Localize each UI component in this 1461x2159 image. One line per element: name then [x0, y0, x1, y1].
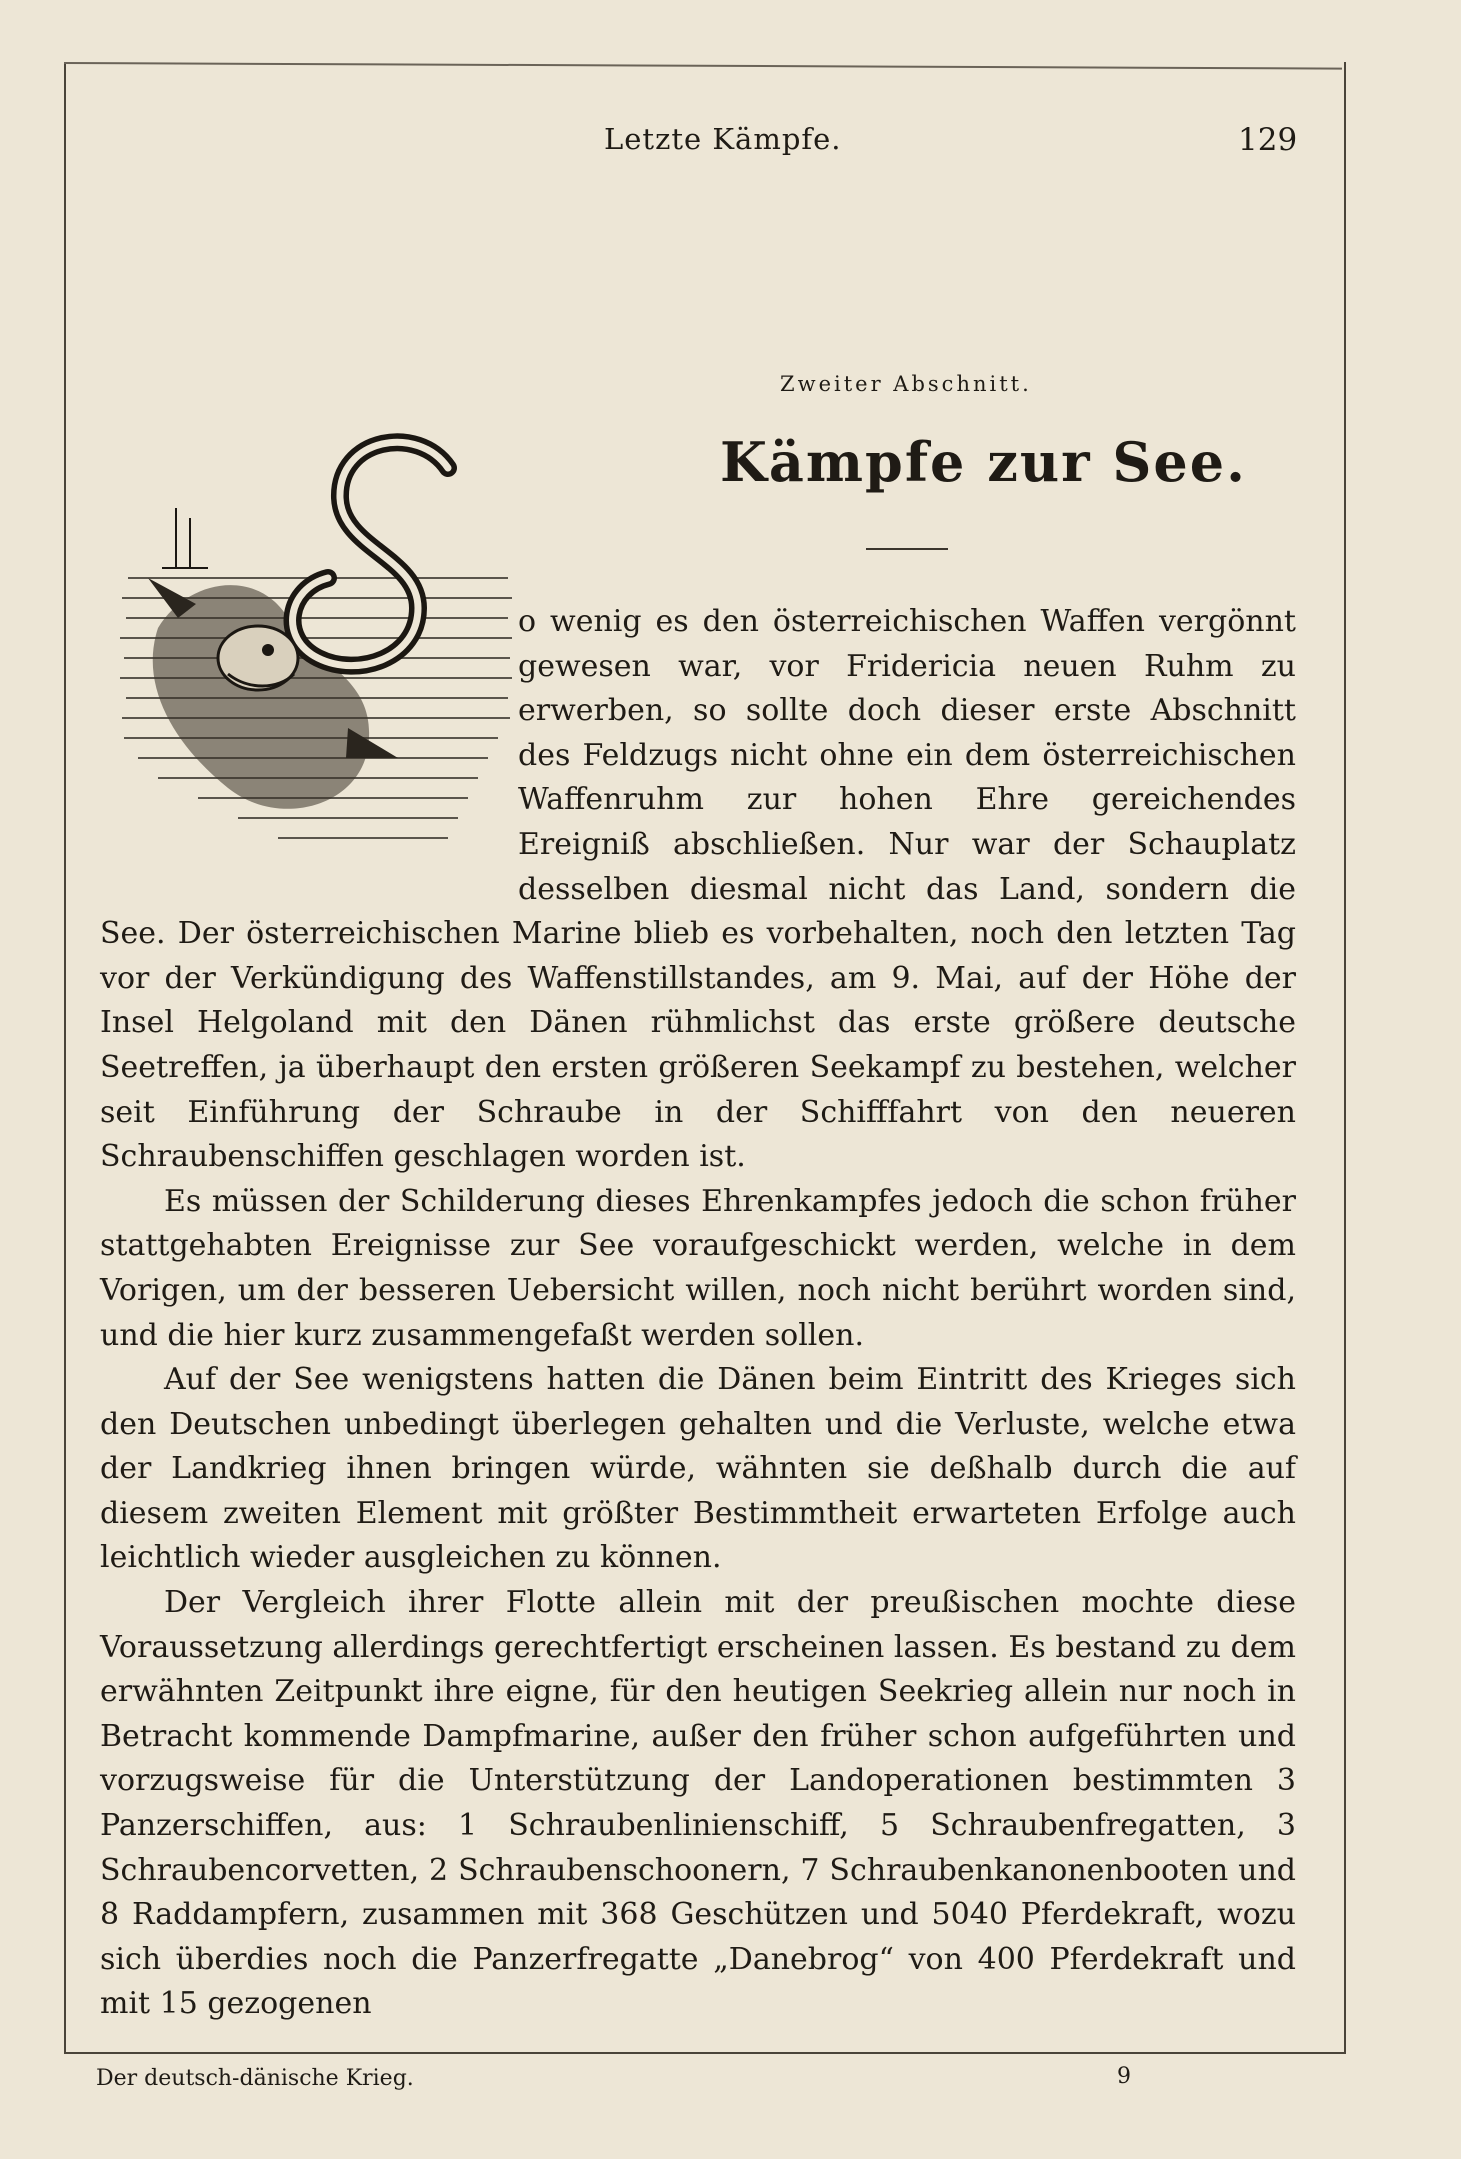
- section-kicker: Zweiter Abschnitt.: [780, 372, 1032, 396]
- body-text: [100, 600, 1296, 2027]
- paragraph: Der Vergleich ihrer Flotte allein mit der preußischen mochte diese Voraussetzung allerdings gerechtfertigt erscheinen lassen. Es bestand zu dem erwähnten Zeitpunkt ihre eigne, für den heutigen Seekrieg allein nur noch in Betracht kommende Dampfmarine, außer den früher schon aufgeführten und vorzugsweise für die Unterstützung der Landoperationen bestimmten 3 Panzerschiffen, aus: 1 Schraubenlinienschiff, 5 Schraubenfregatten, 3 Schraubencorvetten, 2 Schraubenschoonern, 7 Schraubenkanonenbooten und 8 Raddampfern, zusammen mit 368 Geschützen und 5040 Pferdekraft, wozu sich überdies noch die Panzerfregatte „Danebrog“ von 400 Pferdekraft und mit 15 gezogenen: [100, 1585, 1296, 2022]
- paragraph: o wenig es den österreichischen Waffen vergönnt gewesen war, vor Fridericia neuen Ruhm zu erwerben, so sollte doch dieser erste Abschnitt des Feldzugs nicht ohne ein dem österreichischen Waffenruhm zur hohen Ehre gereichendes Ereigniß abschließen. Nur war der Schauplatz desselben diesmal nicht das Land, sondern die See. Der österreichischen Marine blieb es vorbehalten, noch den letzten Tag vor der Verkündigung des Waffenstillstandes, am 9. Mai, auf der Höhe der Insel Helgoland mit den Dänen rühmlichst das erste größere deutsche Seetreffen, ja überhaupt den ersten größeren Seekampf zu bestehen, welcher seit Einführung der Schraube in der Schifffahrt von den neueren Schraubenschiffen geschlagen worden ist.: [100, 604, 1296, 1175]
- chapter-title: Kämpfe zur See.: [720, 430, 1247, 494]
- title-divider: [866, 548, 948, 550]
- paragraph: Es müssen der Schilderung dieses Ehrenkampfes jedoch die schon früher stattgehabten Ereignisse zur See voraufgeschickt werden, welche in dem Vorigen, um der besseren Uebersicht willen, noch nicht berührt worden sind, und die hier kurz zusammengefaßt werden sollen.: [100, 1183, 1296, 1353]
- sheet-number: 9: [1117, 2064, 1131, 2089]
- running-title: Letzte Kämpfe.: [604, 122, 842, 156]
- page-number: 129: [1238, 122, 1298, 158]
- signature-line: Der deutsch-dänische Krieg.: [96, 2066, 414, 2091]
- paragraph: Auf der See wenigstens hatten die Dänen beim Eintritt des Krieges sich den Deutschen unbedingt überlegen gehalten und die Verluste, welche etwa der Landkrieg ihnen bringen würde, wähnten sie deßhalb durch die auf diesem zweiten Element mit größter Bestimmtheit erwarteten Erfolge auch leichtlich wieder ausgleichen zu können.: [100, 1362, 1296, 1576]
